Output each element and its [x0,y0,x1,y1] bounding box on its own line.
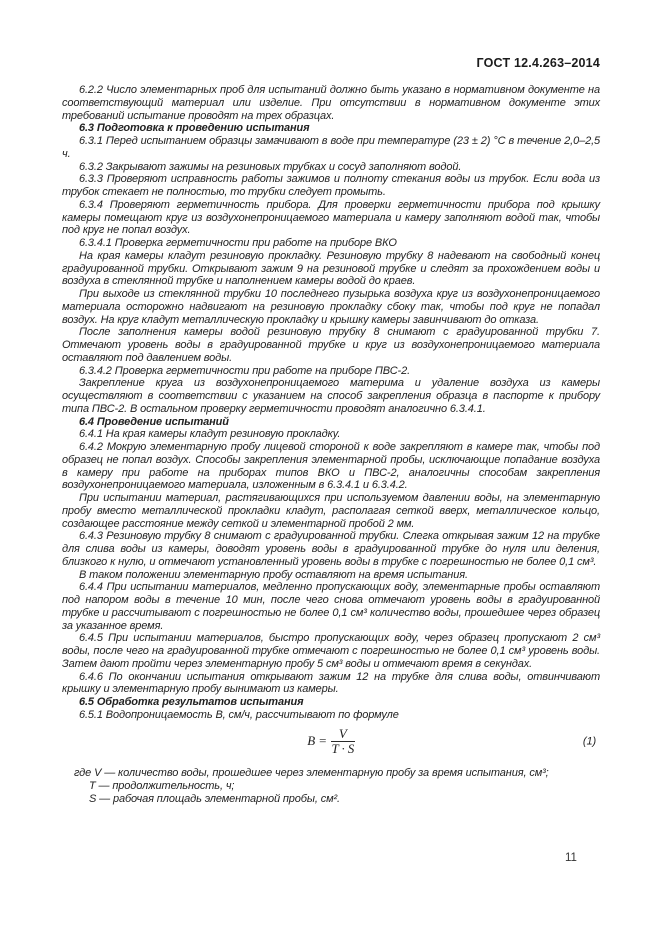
paragraph: Закрепление круга из воздухонепроницаемого материма и удаление воздуха из камеры осуществляют в соответствии с указанием на способ закрепления образца в паспорте к прибору типа ПВС-2. В остальном проверку герметичности проводят аналогично 6.3.4.1. [62,377,600,415]
paragraph: 6.3.4.1 Проверка герметичности при работе на приборе ВКО [79,237,397,249]
paragraph: После заполнения камеры водой резиновую трубку 8 снимают с градуированной трубки 7. Отмечают уровень воды в градуированной трубке и круг из воздухонепроницаемого материала оставляют под давлением воды. [62,326,600,364]
running-header: ГОСТ 12.4.263–2014 [476,56,600,70]
formula [62,725,600,757]
paragraph: 6.3.1 Перед испытанием образцы замачивают в воде при температуре (23 ± 2) °С в течение 2,0–2,5 ч. [62,135,600,160]
paragraph: 6.3.4.2 Проверка герметичности при работе на приборе ПВС-2. [79,364,411,377]
paragraph: 6.3.2 Закрывают зажимы на резиновых трубках и сосуд заполняют водой. [79,160,462,173]
page-number: 11 [565,852,577,864]
paragraph: В таком положении элементарную пробу оставляют на время испытания. [79,568,468,581]
section-heading: 6.5 Обработка результатов испытания [79,696,304,708]
paragraph: 6.4.1 На края камеры кладут резиновую прокладку. [79,428,341,441]
paragraph: 6.4.6 По окончании испытания открывают зажим 12 на трубке для слива воды, отвинчивают крышку и элементарную пробу вынимают из камеры. [62,670,600,696]
formula-numerator: V [331,728,355,743]
document-body [62,84,600,805]
formula-number: (1) [582,735,596,748]
paragraph: 6.2.2 Число элементарных проб для испытаний должно быть указано в нормативном документе на соответствующий материал или изделие. При отсутствии в нормативном документе этих требований испытание проводят на трех образцах. [62,84,600,122]
section-heading: 6.3 Подготовка к проведению испытания [79,122,310,135]
paragraph: 6.4.5 При испытании материалов, быстро пропускающих воду, через образец пропускают 2 см³ воды, после чего на градуированной трубке отмечают с погрешностью не более 0,1 см³ уровень воды. Затем дают пройти через элементарную пробу 5 см³ воды и отмечают время в секундах. [62,632,600,670]
paragraph: 6.5.1 Водопроницаемость В, см/ч, рассчитывают по формуле [79,708,399,721]
paragraph: 6.3.3 Проверяют исправность работы зажимов и полноту стекания воды из трубок. Если вода из трубок стекает не полностью, то трубки следует промыть. [62,173,600,198]
paragraph: где V — количество воды, прошедшее через элементарную пробу за время испытания, см³; [74,767,549,779]
paragraph: 6.3.4 Проверяют герметичность прибора. Для проверки герметичности прибора под крышку камеры помещают круг из воздухонепроницаемого материала и камеру заполняют водой так, чтобы под круг не попал воздух. [62,198,600,237]
paragraph: S — рабочая площадь элементарной пробы, см². [89,792,340,805]
paragraph: 6.4.4 При испытании материалов, медленно пропускающих воду, элементарные пробы оставляют под напором воды в течение 10 мин, после чего снова отмечают уровень воды в градуированной трубке и рассчитывают с погрешностью не более 0,1 см³ количество воды, прошедшее через образец за указанное время. [62,581,600,632]
paragraph: 6.4.2 Мокрую элементарную пробу лицевой стороной к воде закрепляют в камере так, чтобы под образец не попал воздух. Способы закрепления элементарной пробы, исключающие попадание воздуха в камеру при работе на приборах типов ВКО и ПВС-2, аналогичны способам закрепления воздухонепроницаемого материала, изложенным в 6.3.4.1 и 6.3.4.2. [62,441,600,492]
formula-denominator: T · S [331,741,355,757]
paragraph: При испытании материал, растягивающихся при используемом давлении воды, на элементарную пробу вместо металлической прокладки кладут, располагая сеткой вверх, металлическое кольцо, создающее расстояние между сеткой и элементарной пробой 2 мм. [62,492,600,530]
paragraph: Т — продолжительность, ч; [89,779,235,792]
formula-fraction [331,725,355,757]
paragraph: На края камеры кладут резиновую прокладку. Резиновую трубку 8 надевают на свободный конец градуированной трубки. Открывают зажим 9 на резиновой трубке и следят за прохождением воды и воздуха в стеклянной трубке и наполнением камеры водой до краев. [62,249,600,288]
paragraph: 6.4.3 Резиновую трубку 8 снимают с градуированной трубки. Слегка открывая зажим 12 на трубке для слива воды из камеры, доводят уровень воды в градуированной трубке до нуля или деления, близкого к нулю, и отмечают установленный уровень воды в трубке с погрешностью не более 0,1 см³. [62,530,600,568]
paragraph: При выходе из стеклянной трубки 10 последнего пузырька воздуха круг из воздухонепроницаемого материала осторожно надвигают на резиновую прокладку сбоку так, чтобы под круг не попадал воздух. На круг кладут металлическую прокладку и крышку камеры завинчивают до отказа. [62,288,600,326]
section-heading: 6.4 Проведение испытаний [79,415,229,428]
formula-expression [305,725,356,757]
formula-lhs: B = [307,732,327,748]
